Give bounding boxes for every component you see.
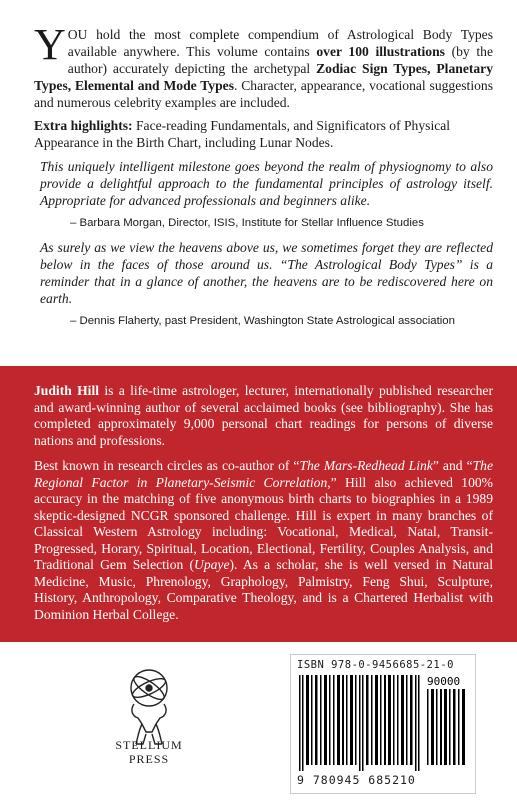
publisher-logo-text (112, 738, 186, 766)
review-attribution-1: – Barbara Morgan, Director, ISIS, Institute for Stellar Influence Studies (70, 217, 424, 229)
barcode-bars-icon (297, 675, 467, 771)
author-bio-panel (0, 366, 517, 642)
review-quote-1: This uniquely intelligent milestone goes beyond the realm of physiognomy to also provide a delightful approach to the fundamental principles of astrology itself. Appropriate for advanced professionals and beginners alike. (40, 159, 493, 208)
publisher-line-2: PRESS (128, 752, 170, 766)
review-attribution-2: – Dennis Flaherty, past President, Washington State Astrological association (70, 315, 455, 327)
isbn-label: ISBN 978-0-9456685-21-0 (297, 659, 454, 671)
drop-cap: Y (34, 20, 66, 69)
bio-paragraph-1: Judith Hill is a life-time astrologer, lecturer, internationally published researcher and award-winning author of several acclaimed books (see bibliography). She has completed approximately 9,000 personal chart readings for persons of diverse nations and professions. (34, 383, 493, 448)
publisher-line-1: STELLIUM (115, 738, 183, 752)
isbn-barcode (290, 654, 476, 794)
extra-highlights: Extra highlights: Face-reading Fundamentals, and Significators of Physical Appearance in the Birth Chart, including Lunar Nodes. (34, 118, 451, 150)
bio-paragraph-2: Best known in research circles as co-author of “The Mars-Redhead Link” and “The Regional Factor in Planetary-Seismic Correlation,” Hill also achieved 100% accuracy in the matching of five anonymous birth charts to biographies in a 1989 skeptic-designed NCGR sponsored challenge. Hill is expert in many branches of Classical Western Astrology including: Vocational, Medical, Natal, Transit-Progressed, Horary, Spiritual, Location, Electional, Fertility, Couples Analysis, and Traditional Gem Selection (Upaye). As a scholar, she is well versed in Natural Medicine, Music, Phrenology, Graphology, Palmistry, Feng Shui, Sculpture, History, Anthropology, Comparative Theology, and is a Chartered Herbalist with Dominion Herbal College. (34, 458, 493, 622)
intro-paragraph: YOU hold the most complete compendium of Astrological Body Types available anywhere. This volume contains over 100 illustrations (by the author) accurately depicting the archetypal Zodiac Sign Types, Planetary Types, Elemental and Mode Types. Character, appearance, vocational suggestions and numerous celebrity examples are included. (34, 20, 494, 110)
barcode-number: 9 780945 685210 (297, 773, 416, 787)
footer-section (0, 642, 517, 800)
author-name: Judith Hill (34, 383, 100, 398)
barcode-addon: 90000 (427, 675, 461, 688)
review-quote-2: As surely as we view the heavens above us, we sometimes forget they are reflected below in the faces of those around us. “The Astrological Body Types” is a reminder that in a glance of another, the heavens are to be rediscovered here on earth. (40, 240, 493, 306)
atlas-globe-logo-icon (112, 664, 186, 794)
blurb-section (0, 0, 517, 366)
